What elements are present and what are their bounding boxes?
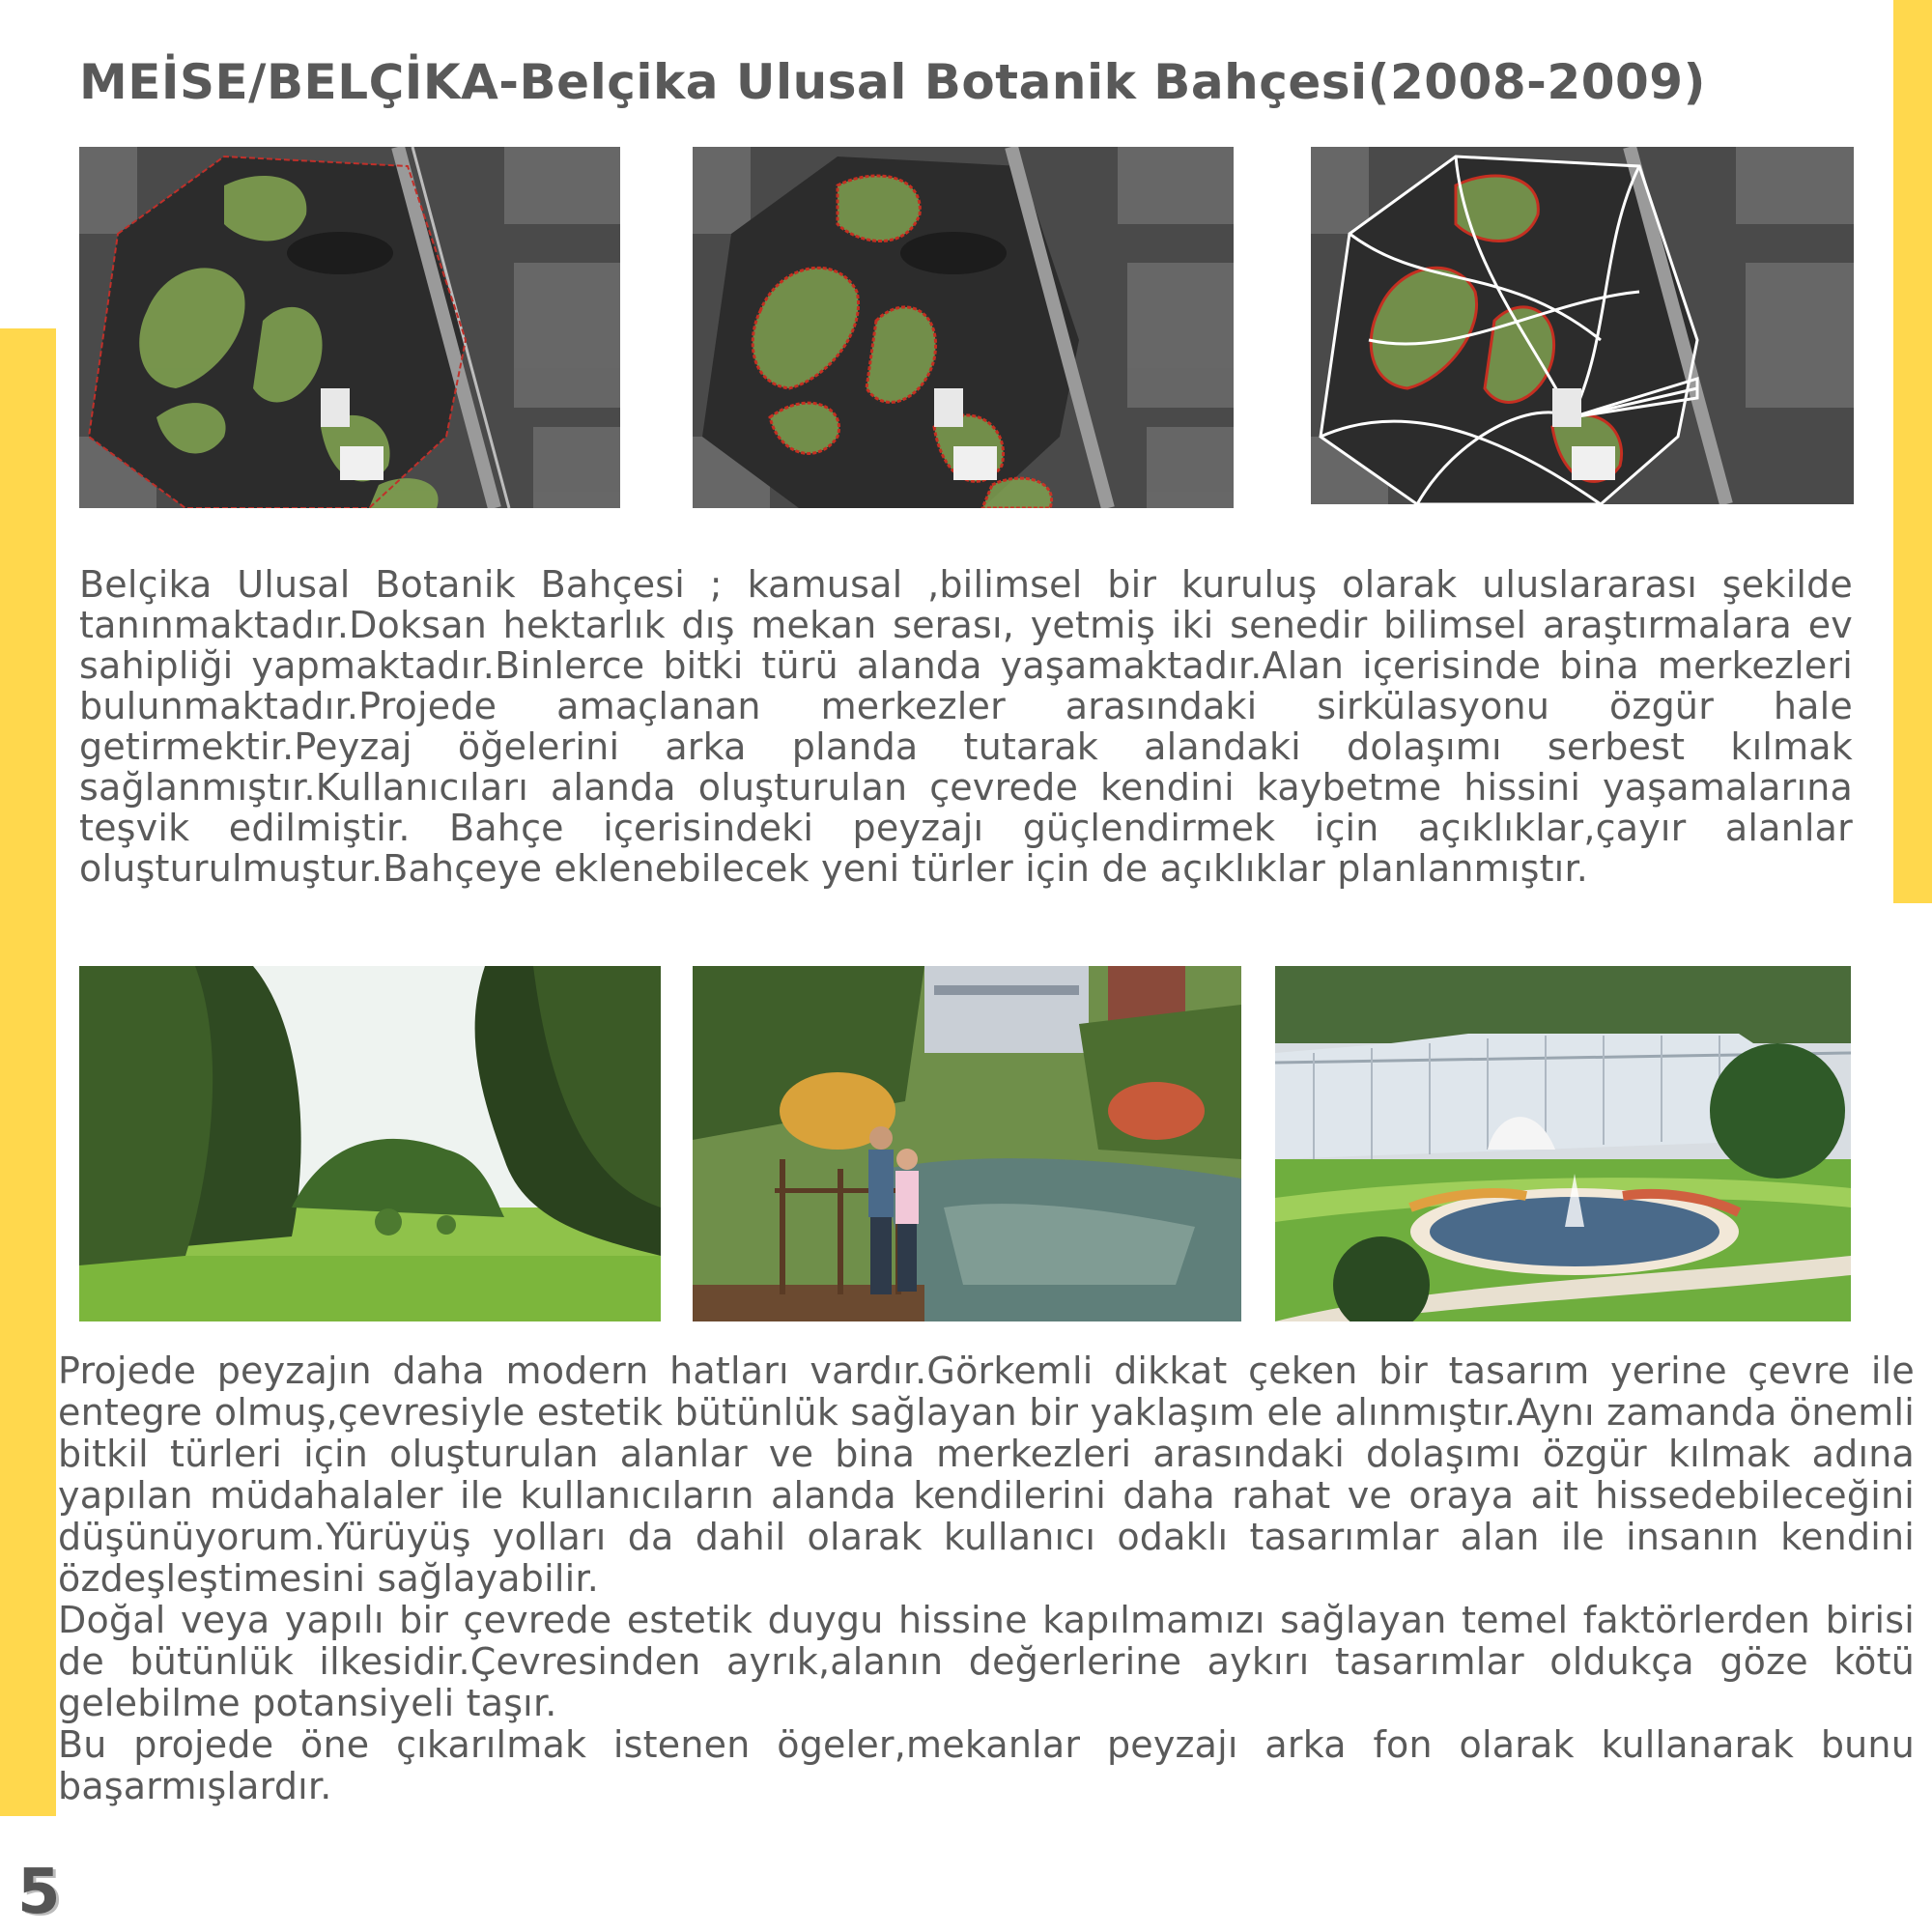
garden-pond-with-visitors-photo <box>693 966 1241 1321</box>
discussion-paragraph: Doğal veya yapılı bir çevrede estetik duygu hissine kapılmamızı sağlayan temel faktörlerden birisi de bütünlük ilkesidir.Çevresinden ayrık,alanın değerlerine aykırı tasarımlar oldukça göze kötü gelebilme potansiyeli taşır. <box>58 1599 1915 1724</box>
right-accent-bar <box>1893 0 1932 903</box>
greenhouse-and-fountain-aerial-photo <box>1275 966 1851 1321</box>
aerial-map-red-outlined-lawns <box>693 147 1234 508</box>
page-number: 5 <box>17 1857 61 1928</box>
discussion-text <box>58 1350 1915 1807</box>
aerial-map-white-path-network <box>1311 147 1854 504</box>
discussion-paragraph: Projede peyzajın daha modern hatları vardır.Görkemli dikkat çeken bir tasarım yerine çevre ile entegre olmuş,çevresiyle estetik bütünlük sağlayan bir yaklaşım ele alınmıştır.Aynı zamanda önemli bitkil türleri için oluşturulan alanlar ve bina merkezleri arasındaki dolaşımı özgür kılmak adına yapılan müdahalaler ile kullanıcıların alanda kendilerini daha rahat ve oraya ait hissedebileceğini düşünüyorum.Yürüyüş yolları da dahil olarak kullanıcı odaklı tasarımlar alan ile insanın kendini özdeşleştimesini sağlayabilir. <box>58 1350 1915 1600</box>
intro-paragraph: Belçika Ulusal Botanik Bahçesi ; kamusal ,bilimsel bir kuruluş olarak uluslararası şekilde tanınmaktadır.Doksan hektarlık dış mekan serası, yetmiş iki senedir bilimsel araştırmalara ev sahipliği yapmaktadır.Binlerce bitki türü alanda yaşamaktadır.Alan içerisinde bina merkezleri bulunmaktadır.Projede amaçlanan merkezler arasındaki sirkülasyonu özgür hale getirmektir.Peyzaj öğelerini arka planda tutarak alandaki dolaşımı serbest kılmak sağlanmıştır.Kullanıcıları alanda oluşturulan çevrede kendini kaybetme hissini yaşamalarına teşvik edilmiştir. Bahçe içerisindeki peyzajı güçlendirmek için açıklıklar,çayır alanlar oluşturulmuştur.Bahçeye eklenebilecek yeni türler için de açıklıklar planlanmıştır. <box>79 563 1853 890</box>
meadow-with-trees-photo <box>79 966 661 1321</box>
page-title: MEİSE/BELÇİKA-Belçika Ulusal Botanik Bahçesi(2008-2009) <box>79 53 1706 110</box>
left-accent-bar <box>0 328 56 1816</box>
discussion-paragraph: Bu projede öne çıkarılmak istenen ögeler,mekanlar peyzajı arka fon olarak kullanarak bunu başarmışlardır. <box>58 1723 1915 1807</box>
aerial-map-green-lawns <box>79 147 620 508</box>
